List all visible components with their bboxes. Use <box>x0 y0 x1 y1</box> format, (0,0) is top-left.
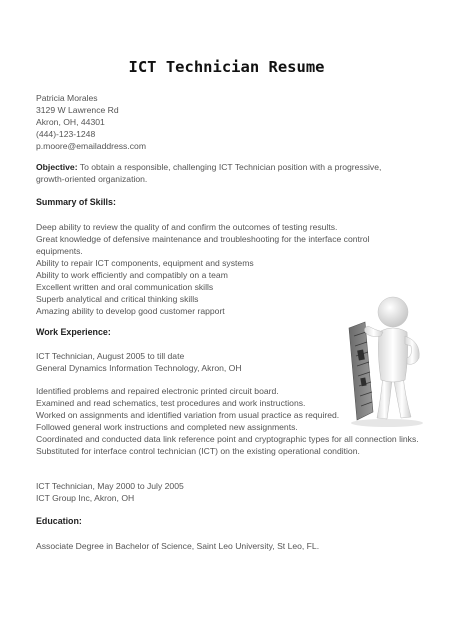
skill-item: Great knowledge of defensive maintenance and troubleshooting for the interface control equipments. <box>36 234 370 256</box>
duty-item: Identified problems and repaired electronic printed circuit board. <box>36 386 279 396</box>
contact-email: p.moore@emailaddress.com <box>36 141 146 151</box>
education-section <box>36 540 431 552</box>
education-text: Associate Degree in Bachelor of Science, Saint Leo University, St Leo, FL. <box>36 541 320 551</box>
job2-title: ICT Technician, May 2000 to July 2005 <box>36 481 184 491</box>
contact-name: Patricia Morales <box>36 93 98 103</box>
job2-header <box>36 480 431 504</box>
duty-item: Coordinated and conducted data link reference point and cryptographic types for all connection links. <box>36 434 419 444</box>
objective-label: Objective: <box>36 162 78 172</box>
duty-item: Substituted for interface control technician (ICT) on the existing operational condition. <box>36 446 360 456</box>
skills-heading: Summary of Skills: <box>36 197 116 207</box>
skill-item: Amazing ability to develop good customer rapport <box>36 306 225 316</box>
duty-item: Examined and read schematics, test procedures and work instructions. <box>36 398 306 408</box>
skill-item: Superb analytical and critical thinking skills <box>36 294 199 304</box>
person-figure <box>364 297 419 419</box>
skill-item: Deep ability to review the quality of and confirm the outcomes of testing results. <box>36 222 338 232</box>
skill-item: Ability to repair ICT components, equipment and systems <box>36 258 254 268</box>
contact-street: 3129 W Lawrence Rd <box>36 105 119 115</box>
objective-text: To obtain a responsible, challenging ICT Technician position with a progressive, growth-oriented organization. <box>36 162 382 184</box>
skill-item: Ability to work efficiently and compatibly on a team <box>36 270 228 280</box>
circuit-board-icon <box>349 322 373 420</box>
skill-item: Excellent written and oral communication skills <box>36 282 214 292</box>
contact-block <box>36 92 431 152</box>
job1-company: General Dynamics Information Technology, Akron, OH <box>36 363 242 373</box>
contact-city: Akron, OH, 44301 <box>36 117 105 127</box>
duty-item: Followed general work instructions and completed new assignments. <box>36 422 298 432</box>
duty-item: Worked on assignments and identified variation from usual practice as required. <box>36 410 340 420</box>
work-heading: Work Experience: <box>36 327 111 337</box>
objective-section <box>36 161 411 185</box>
figure-with-circuit-board-illustration <box>335 280 435 430</box>
education-heading: Education: <box>36 516 82 526</box>
job1-title: ICT Technician, August 2005 to till date <box>36 351 185 361</box>
contact-phone: (444)-123-1248 <box>36 129 96 139</box>
page-title: ICT Technician Resume <box>128 58 325 76</box>
job2-company: ICT Group Inc, Akron, OH <box>36 493 135 503</box>
